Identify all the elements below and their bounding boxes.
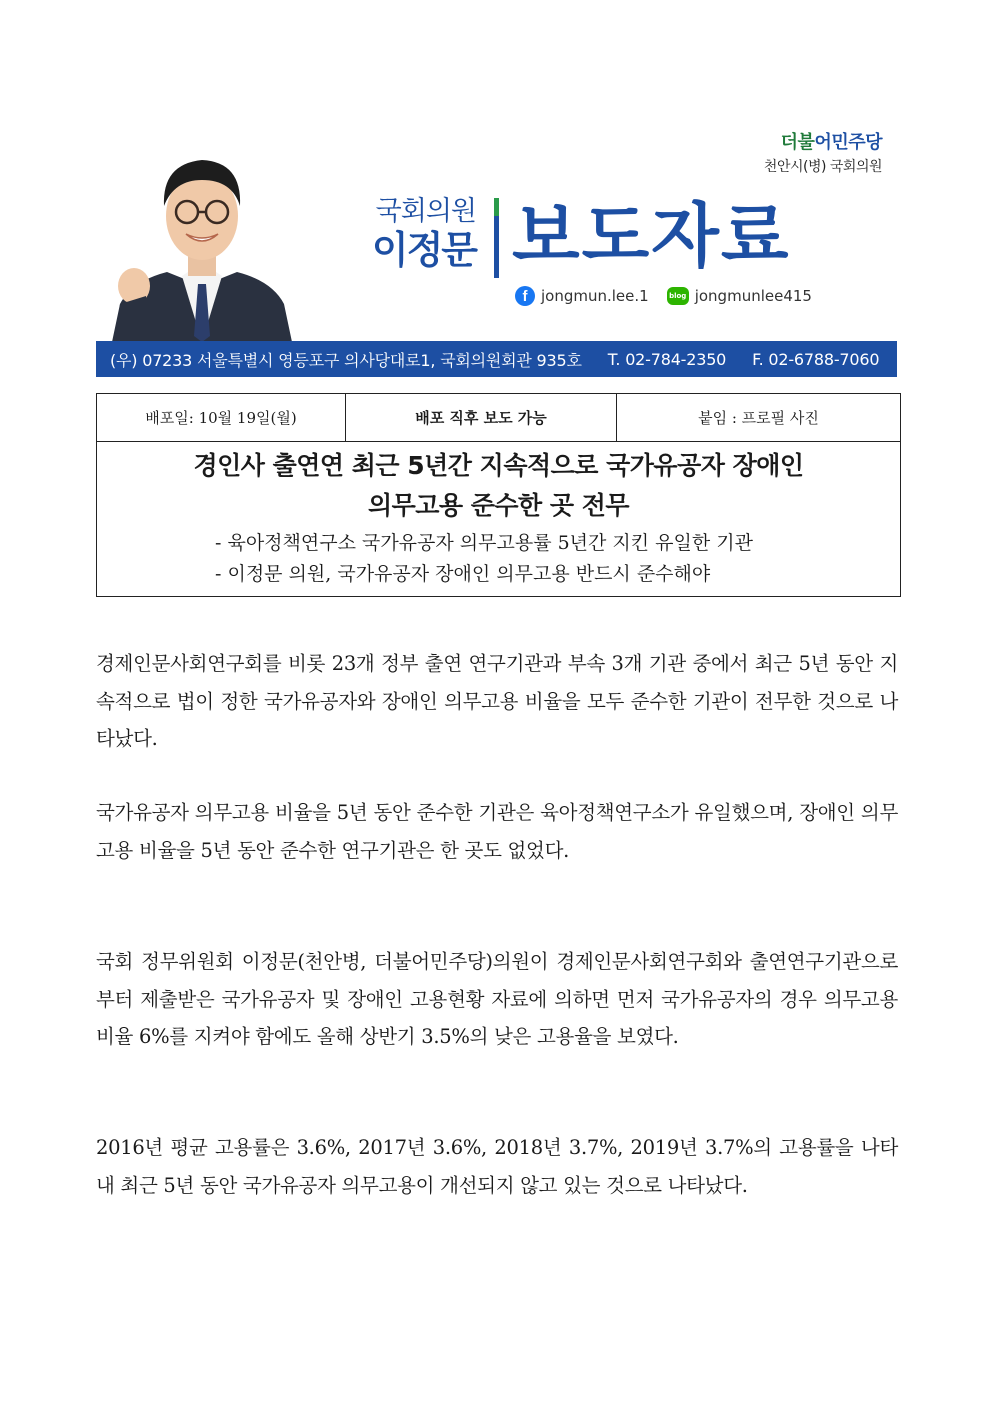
headline-line-2: 의무고용 준수한 곳 전무: [367, 491, 630, 520]
headline-cell: [97, 442, 901, 597]
subheadline-2: - 이정문 의원, 국가유공자 장애인 의무고용 반드시 준수해야: [215, 563, 711, 585]
party-subtitle: 천안시(병) 국회의원: [763, 159, 882, 175]
lawmaker-label: [354, 196, 476, 272]
party-name-green: 더불: [780, 132, 815, 153]
blog-handle[interactable]: jongmunlee415: [694, 287, 812, 305]
facebook-icon[interactable]: f: [515, 286, 535, 306]
release-timing: 배포 직후 보도 가능: [346, 394, 617, 442]
social-links: [515, 286, 812, 306]
headline-line-1: 경인사 출연연 최근 5년간 지속적으로 국가유공자 장애인: [193, 451, 804, 480]
body-paragraph-1: 경제인문사회연구회를 비롯 23개 정부 출연 연구기관과 부속 3개 기관 중에서 최근 5년 동안 지속적으로 법이 정한 국가유공자와 장애인 의무고용 비율을 모두 준수한 기관이 전무한 것으로 나타났다.: [96, 652, 898, 750]
release-date: 배포일: 10월 19일(월): [97, 394, 346, 442]
lawmaker-portrait: [112, 136, 292, 342]
address-bar: [96, 341, 897, 377]
blog-icon[interactable]: blog: [667, 287, 689, 305]
lawmaker-name: 이정문: [371, 228, 476, 272]
title-divider-accent: [494, 198, 499, 216]
party-name: [764, 128, 882, 154]
subheadline-1: - 육아정책연구소 국가유공자 의무고용률 5년간 지킨 유일한 기관: [215, 532, 753, 554]
party-block: [764, 128, 882, 176]
body-paragraph-4: 2016년 평균 고용률은 3.6%, 2017년 3.6%, 2018년 3.7%, 2019년 3.7%의 고용률을 나타내 최근 5년 동안 국가유공자 의무고용이 개선되지 않고 있는 것으로 나타났다.: [96, 1136, 898, 1197]
office-fax: F. 02-6788-7060: [752, 349, 880, 369]
release-info-table: [96, 393, 901, 597]
body-paragraph-3: 국회 정무위원회 이정문(천안병, 더불어민주당)의원이 경제인문사회연구회와 출연연구기관으로부터 제출받은 국가유공자 및 장애인 고용현황 자료에 의하면 먼저 국가유공자의 경우 의무고용비율 6%를 지켜야 함에도 올해 상반기 3.5%의 낮은 고용율을 보였다.: [96, 950, 898, 1048]
office-phone: T. 02-784-2350: [607, 349, 727, 369]
facebook-handle[interactable]: jongmun.lee.1: [541, 287, 649, 305]
attachment-note: 붙임 : 프로필 사진: [617, 394, 901, 442]
office-address: (우) 07233 서울특별시 영등포구 의사당대로1, 국회의원회관 935호: [110, 350, 582, 370]
party-name-blue: 어민주당: [814, 132, 882, 153]
label-top: 국회의원: [375, 196, 476, 227]
press-release-title: 보도자료: [512, 195, 791, 277]
subheadlines: [97, 528, 900, 590]
body-paragraph-2: 국가유공자 의무고용 비율을 5년 동안 준수한 기관은 육아정책연구소가 유일했으며, 장애인 의무고용 비율을 5년 동안 준수한 연구기관은 한 곳도 없었다.: [96, 801, 898, 862]
